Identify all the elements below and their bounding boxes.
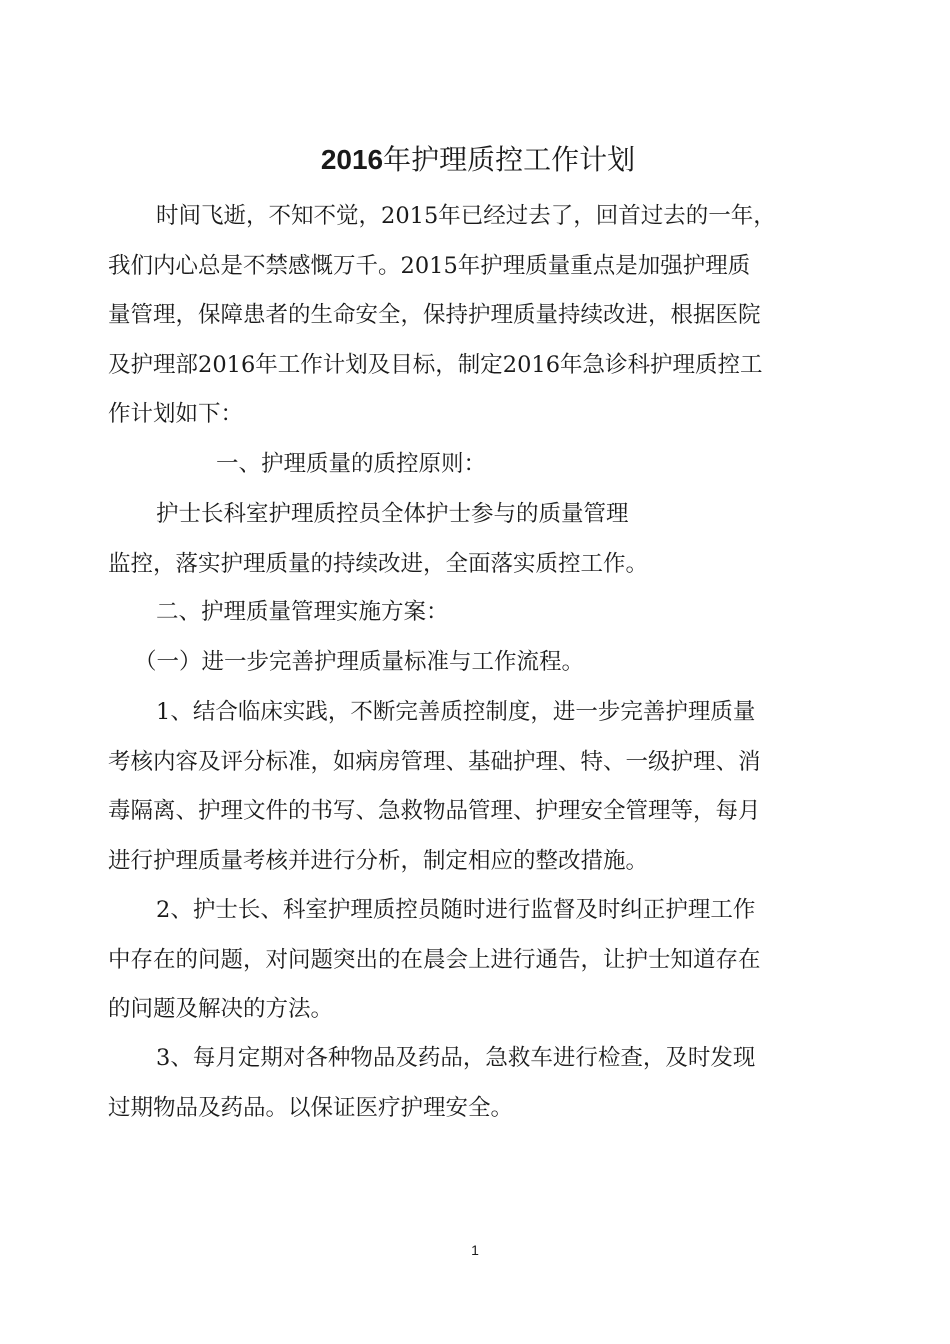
section1-heading-text: 一、护理质量的质控原则： (216, 451, 487, 477)
section2-heading (108, 588, 848, 638)
section1-line: 护士长科室护理质控员全体护士参与的质量管理 (156, 501, 629, 527)
intro-line: 量管理，保障患者的生命安全，保持护理质量持续改进，根据医院 (108, 302, 761, 329)
item1-line: 毒隔离、护理文件的书写、急救物品管理、护理安全管理等，每月 (108, 798, 761, 825)
item1-paragraph (108, 688, 848, 886)
item3-line: 过期物品及药品。以保证医疗护理安全。 (108, 1094, 514, 1121)
item3-line: 3、每月定期对各种物品及药品，急救车进行检查，及时发现 (156, 1045, 756, 1071)
item1-line: 1、结合临床实践，不断完善质控制度，进一步完善护理质量 (156, 699, 756, 725)
section1-paragraph (108, 490, 848, 589)
page-number: 1 (471, 1242, 479, 1258)
title-text: 年护理质控工作计划 (383, 143, 636, 176)
intro-line: 我们内心总是不禁感慨万千。2015年护理质量重点是加强护理质 (108, 252, 751, 279)
item2-line: 2、护士长、科室护理质控员随时进行监督及时纠正护理工作 (156, 897, 756, 923)
intro-line: 时间飞逝，不知不觉，2015年已经过去了，回首过去的一年， (156, 203, 776, 229)
section2-heading-text: 二、护理质量管理实施方案： (156, 599, 449, 625)
subsection1-heading (108, 638, 848, 688)
document-title (108, 140, 848, 180)
item1-line: 考核内容及评分标准，如病房管理、基础护理、特、一级护理、消 (108, 748, 761, 775)
subsection1-heading-text: （一）进一步完善护理质量标准与工作流程。 (134, 649, 585, 675)
item1-line: 进行护理质量考核并进行分析，制定相应的整改措施。 (108, 847, 649, 874)
intro-paragraph (108, 192, 848, 440)
section1-line: 监控，落实护理质量的持续改进，全面落实质控工作。 (108, 550, 649, 577)
section1-heading (108, 440, 848, 490)
intro-line: 及护理部2016年工作计划及目标，制定2016年急诊科护理质控工 (108, 351, 763, 378)
intro-line: 作计划如下： (108, 401, 244, 428)
item2-paragraph (108, 886, 848, 1035)
item2-line: 的问题及解决的方法。 (108, 996, 334, 1023)
item3-paragraph (108, 1034, 848, 1133)
title-year: 2016 (320, 144, 384, 175)
item2-line: 中存在的问题，对问题突出的在晨会上进行通告，让护士知道存在 (108, 946, 761, 973)
